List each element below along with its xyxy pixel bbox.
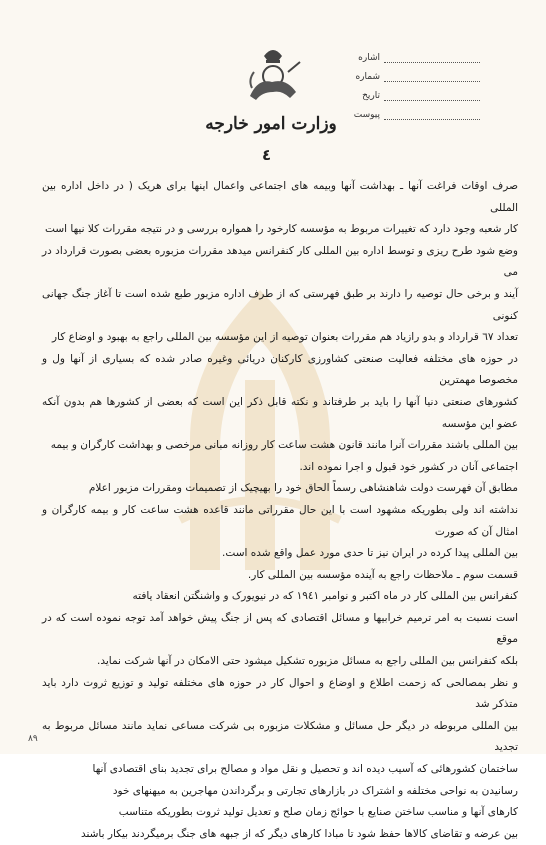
text-line: کارهای آنها و مناسب ساختن صنایع با حوائج زمان صلح و تعدیل تولید ثروت بطوریکه متناسب bbox=[118, 806, 518, 819]
text-line: بلکه کنفرانس بین المللی راجع به مسائل مزبوره تشکیل میشود حتی الامکان در آنها شرکت نماید. bbox=[97, 655, 518, 668]
meta-label: تاریخ bbox=[362, 91, 380, 101]
text-line: بین المللی باشند مقررات آنرا مانند قانون هشت ساعت کار روزانه مبانی مرخصی و بهداشت کارگران و بیمه bbox=[50, 439, 518, 452]
text-line: تعداد ٦٧ قرارداد و بدو رازیاد هم مقررات بعنوان توصیه از این مؤسسه بین المللی راجع به بهبود و اوضاع کار bbox=[51, 331, 518, 344]
text-line: کشورهای صنعتی دنیا آنها را باید بر طرفتاند و نکته قابل ذکر این است که بعضی از کشورها هم بدون آنکه عضو این مؤسسه bbox=[42, 395, 518, 430]
page-number: ٤ bbox=[262, 146, 272, 164]
meta-blank-line bbox=[384, 72, 480, 82]
text-line: در حوزه های مختلفه فعالیت صنعتی کشاورزی کارکنان دریائی وغیره صادر شده که بسیاری از آنها ول و مخصوصا مهمترین bbox=[42, 352, 518, 387]
text-line: بین المللی مربوطه در دیگر حل مسائل و مشکلات مزبوره بی شرکت مساعی نماید مانند مسائل مربوط به تجدید bbox=[42, 719, 518, 754]
text-line: کار شعبه وجود دارد که تغییرات مربوط به مؤسسه کارخود را همواره بررسی و در نتیجه مقررات کلا نیها است bbox=[45, 223, 518, 236]
text-line: مطابق آن فهرست دولت شاهنشاهی رسماً الحاق خود را بهیچیک از تصمیمات ومقررات مزبور اعلام bbox=[88, 482, 518, 495]
section-heading: قسمت سوم ـ ملاحظات راجع به آینده مؤسسه بین المللی کار. bbox=[247, 568, 518, 581]
text-line: بین المللی پیدا کرده در ایران نیز تا حدی مورد عمل واقع شده است. bbox=[222, 547, 518, 560]
reference-fields bbox=[340, 46, 480, 122]
text-line: بین عرضه و تقاضای کالاها حفظ شود تا مبادا کارهای دیگر که از جبهه های جنگ برمیگردند بیکار باشند bbox=[80, 827, 518, 840]
meta-blank-line bbox=[384, 53, 480, 63]
text-line: اجتماعی آنان در کشور خود قبول و اجرا نموده اند. bbox=[299, 460, 518, 473]
meta-blank-line bbox=[384, 110, 480, 120]
lion-and-sun-emblem bbox=[238, 42, 308, 104]
meta-row-attachment bbox=[340, 103, 480, 120]
text-line: است نسبت به امر ترمیم خرابیها و مسائل اقتصادی که پس از جنگ پیش خواهد آمد توجه نموده است که در موقع bbox=[42, 611, 518, 646]
text-line: نداشته اند ولی بطوریکه مشهود است با این حال مقرراتی مانند قاعده هشت ساعت کار و بیمه کارگران و امثال آن که صورت bbox=[42, 503, 518, 538]
meta-label: اشاره bbox=[358, 53, 380, 63]
meta-label: شماره bbox=[355, 72, 380, 82]
meta-row-reference bbox=[340, 46, 480, 63]
meta-row-date bbox=[340, 84, 480, 101]
meta-row-number bbox=[340, 65, 480, 82]
footer-code: ۸۹ bbox=[28, 734, 38, 744]
text-line: رسانیدن به نواحی مختلفه و اشتراک در بازارهای تجارتی و برگرداندن مهاجرین به میهنهای خود bbox=[112, 784, 518, 797]
text-line: کنفرانس بین المللی کار در ماه اکتبر و نوامبر ١٩٤١ که در نیویورک و واشنگتن انعقاد یافته bbox=[132, 590, 518, 603]
ministry-title: وزارت امور خارجه bbox=[205, 114, 337, 134]
text-line: ساختمان کشورهائی که آسیب دیده اند و تحصیل و نقل مواد و مصالح برای تجدید بنای اقتصادی آنها bbox=[92, 763, 518, 776]
text-line: و نظر بمصالحی که زحمت اطلاع و اوضاع و احوال کار در حوزه های مختلفه تولید و توزیع ثروت دارد باید متذکر شد bbox=[42, 676, 518, 711]
text-line: وضع شود طرح ریزی و توسط اداره بین المللی کار کنفرانس میدهد مقررات مزبوره بعضی بصورت قرارداد در می bbox=[42, 244, 518, 279]
meta-label: پیوست bbox=[353, 110, 380, 120]
text-line: آیند و برخی حال توصیه را دارند بر طبق فهرستی که از طرف اداره مزبور طبع شده است تا آغاز جنگ جهانی کنونی bbox=[42, 287, 518, 322]
text-line: صرف اوقات فراغت آنها ـ بهداشت آنها وبیمه های اجتماعی واعمال اینها برای هریک ( در داخل اداره بین المللی bbox=[42, 180, 518, 214]
document-body bbox=[42, 176, 518, 845]
meta-blank-line bbox=[384, 91, 480, 101]
